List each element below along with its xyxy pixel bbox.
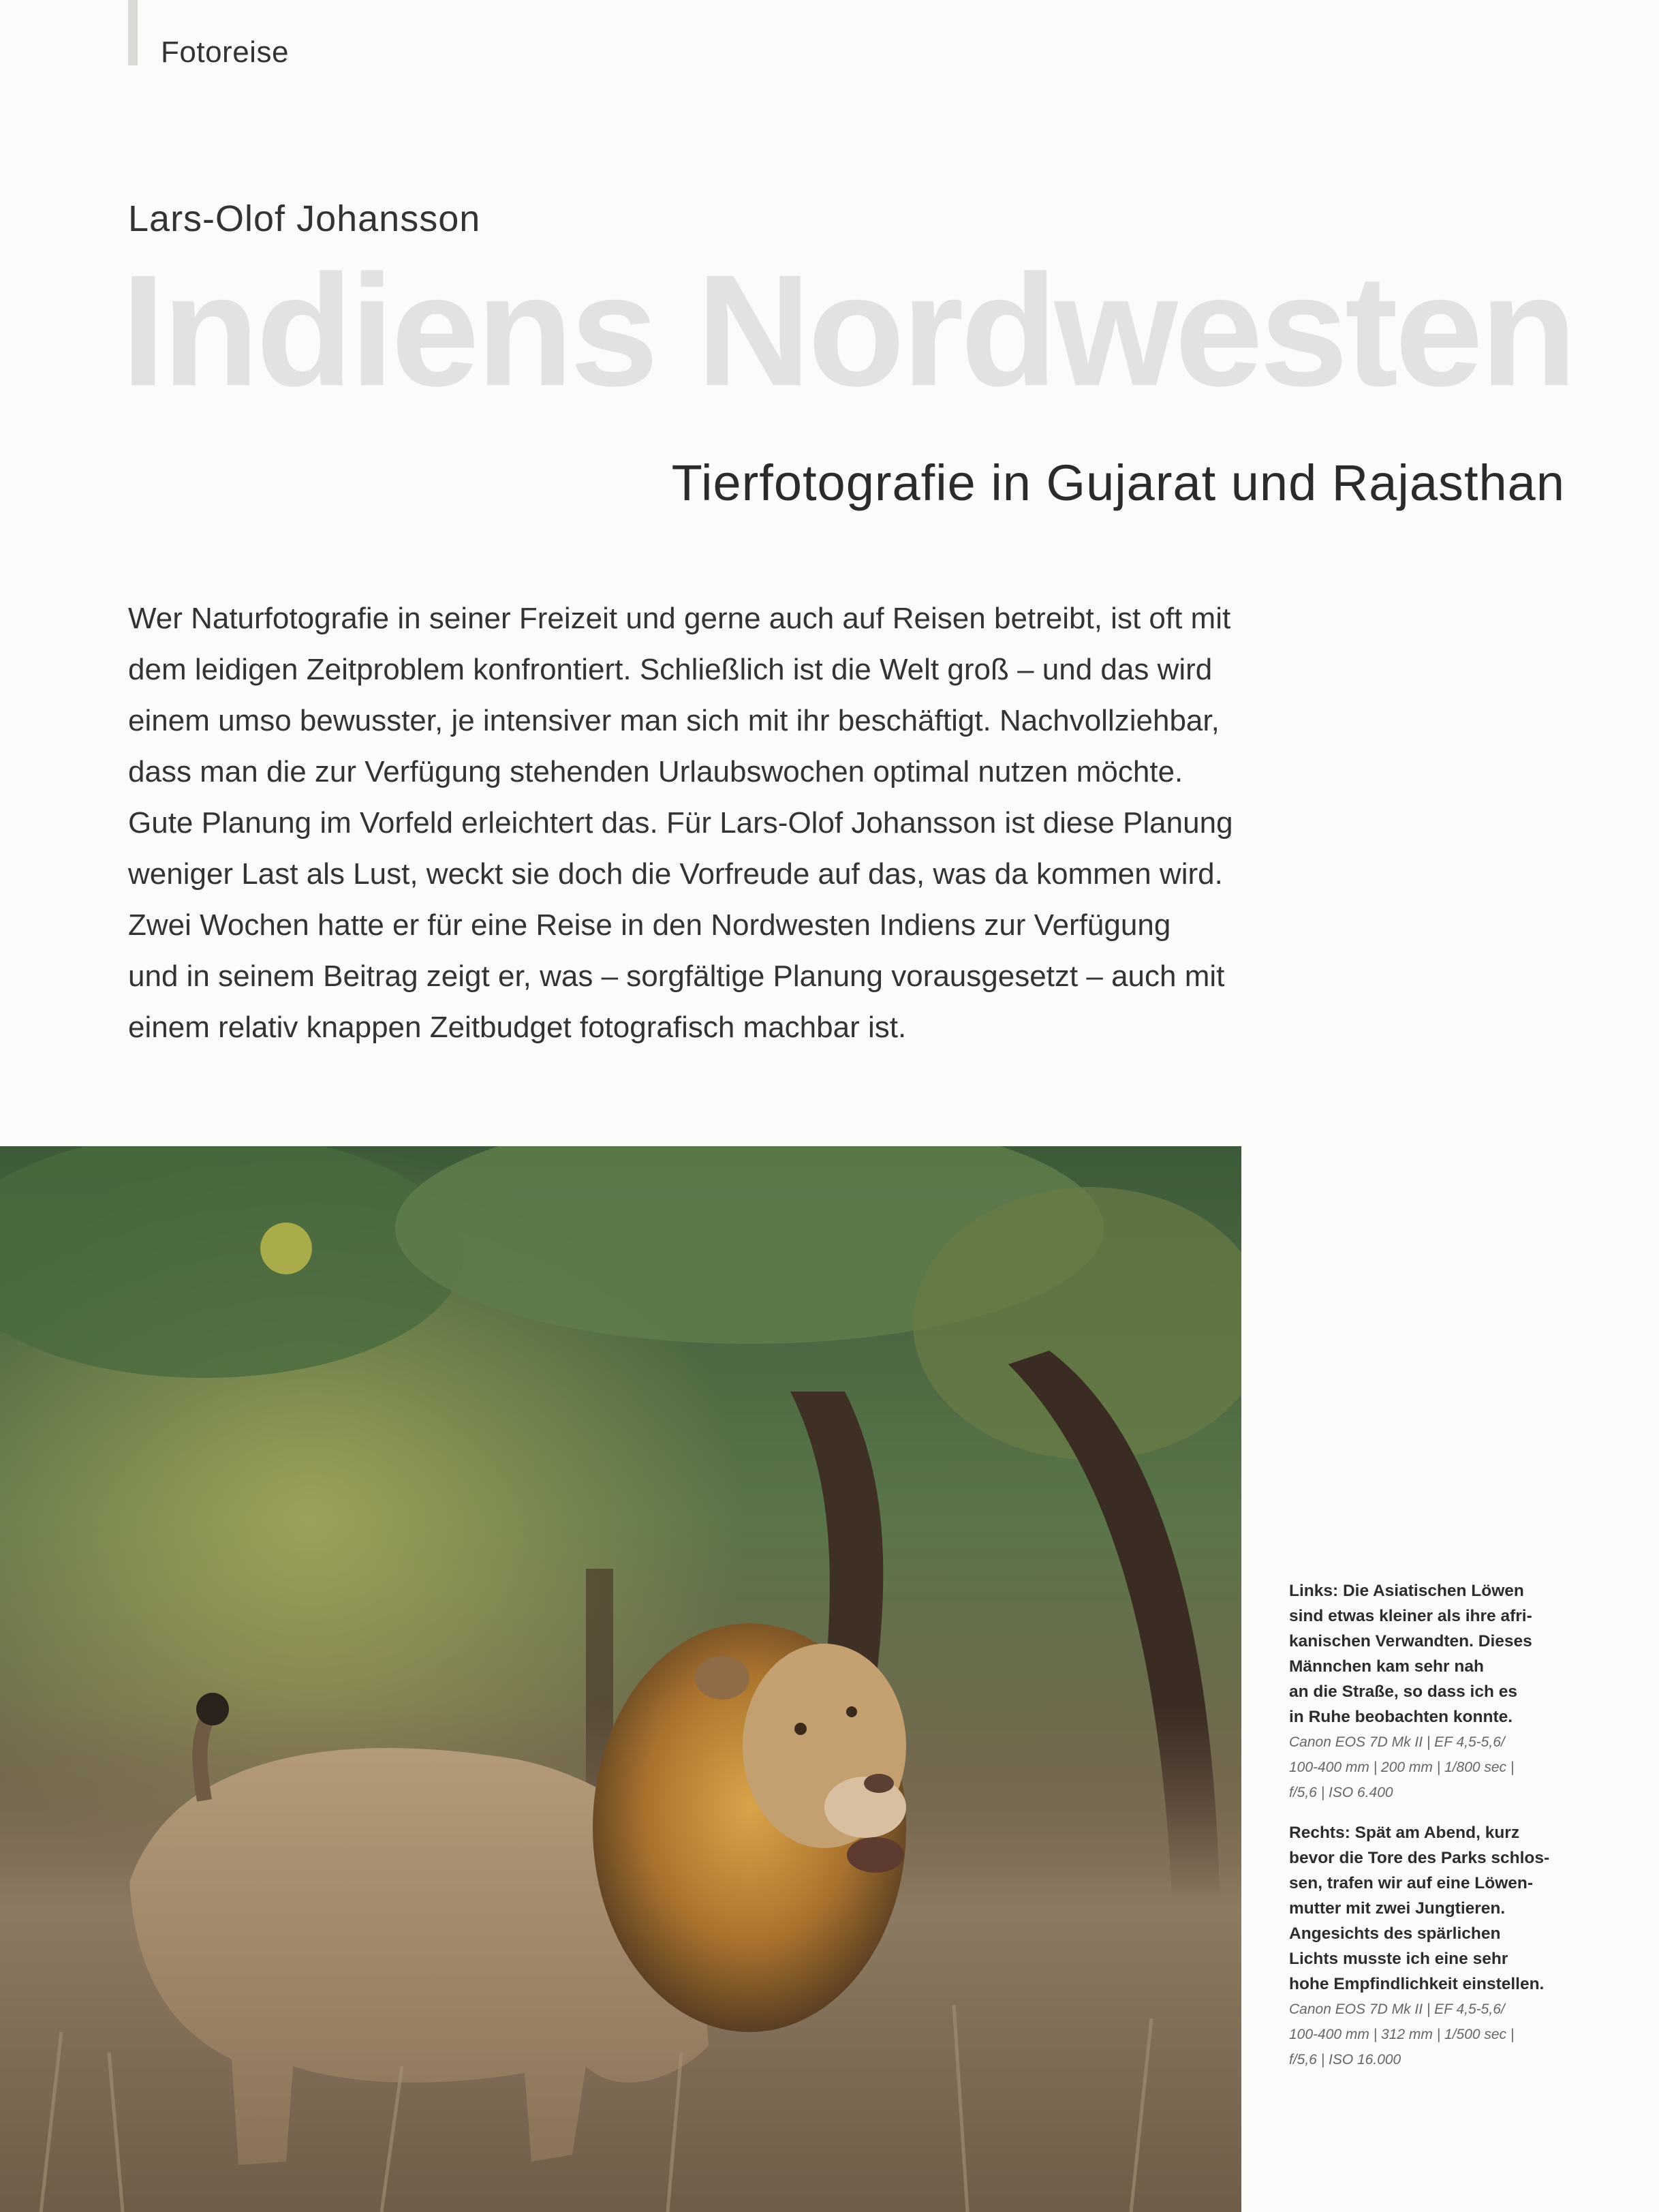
page-title: Indiens Nordwesten bbox=[121, 243, 1575, 419]
caption-line: Männchen kam sehr nah bbox=[1289, 1657, 1484, 1676]
caption-line: in Ruhe beobachten konnte. bbox=[1289, 1708, 1513, 1726]
caption-line: bevor die Tore des Parks schlos- bbox=[1289, 1849, 1550, 1867]
intro-line: dass man die zur Verfügung stehenden Urlaubswochen optimal nutzen möchte. bbox=[128, 755, 1183, 788]
intro-line: dem leidigen Zeitproblem konfrontiert. Schließlich ist die Welt groß – und das wird bbox=[128, 653, 1213, 686]
caption-exif-line: f/5,6 | ISO 6.400 bbox=[1289, 1785, 1393, 1800]
caption-left bbox=[1289, 1578, 1575, 1805]
caption-line: hohe Empfindlichkeit einstellen. bbox=[1289, 1975, 1545, 1993]
caption-line: Angesichts des spärlichen bbox=[1289, 1924, 1501, 1943]
caption-line: Rechts: Spät am Abend, kurz bbox=[1289, 1824, 1520, 1842]
intro-line: Zwei Wochen hatte er für eine Reise in den Nordwesten Indiens zur Verfügung bbox=[128, 908, 1171, 942]
caption-right bbox=[1289, 1820, 1575, 2072]
caption-line: Lichts musste ich eine sehr bbox=[1289, 1950, 1508, 1968]
intro-line: und in seinem Beitrag zeigt er, was – sorgfältige Planung vorausgesetzt – auch mit bbox=[128, 959, 1225, 993]
intro-paragraph bbox=[128, 593, 1300, 1053]
caption-line: Links: Die Asiatischen Löwen bbox=[1289, 1582, 1524, 1600]
lion-photo bbox=[0, 1146, 1241, 2212]
caption-exif-line: f/5,6 | ISO 16.000 bbox=[1289, 2052, 1401, 2068]
caption-line: kanischen Verwandten. Dieses bbox=[1289, 1632, 1532, 1650]
intro-line: weniger Last als Lust, weckt sie doch die Vorfreude auf das, was da kommen wird. bbox=[128, 857, 1223, 891]
caption-line: sen, trafen wir auf eine Löwen- bbox=[1289, 1874, 1534, 1892]
caption-exif-line: Canon EOS 7D Mk II | EF 4,5-5,6/ bbox=[1289, 2001, 1505, 2017]
caption-line: mutter mit zwei Jungtieren. bbox=[1289, 1899, 1506, 1918]
author-name: Lars-Olof Johansson bbox=[128, 198, 481, 239]
photo-captions bbox=[1289, 1578, 1575, 2087]
intro-line: Wer Naturfotografie in seiner Freizeit und gerne auch auf Reisen betreibt, ist oft mit bbox=[128, 602, 1231, 635]
intro-line: Gute Planung im Vorfeld erleichtert das. Für Lars-Olof Johansson ist diese Planung bbox=[128, 806, 1233, 840]
caption-line: an die Straße, so dass ich es bbox=[1289, 1683, 1517, 1701]
caption-exif-line: Canon EOS 7D Mk II | EF 4,5-5,6/ bbox=[1289, 1734, 1505, 1750]
intro-line: einem umso bewusster, je intensiver man sich mit ihr beschäftigt. Nachvollziehbar, bbox=[128, 704, 1220, 737]
section-marker-bar bbox=[128, 0, 138, 65]
caption-exif-line: 100-400 mm | 312 mm | 1/500 sec | bbox=[1289, 2027, 1515, 2042]
page-subtitle: Tierfotografie in Gujarat und Rajasthan bbox=[671, 455, 1565, 511]
section-label: Fotoreise bbox=[161, 35, 289, 69]
caption-line: sind etwas kleiner als ihre afri- bbox=[1289, 1607, 1532, 1625]
caption-exif-line: 100-400 mm | 200 mm | 1/800 sec | bbox=[1289, 1760, 1515, 1775]
intro-line: einem relativ knappen Zeitbudget fotografisch machbar ist. bbox=[128, 1011, 907, 1044]
